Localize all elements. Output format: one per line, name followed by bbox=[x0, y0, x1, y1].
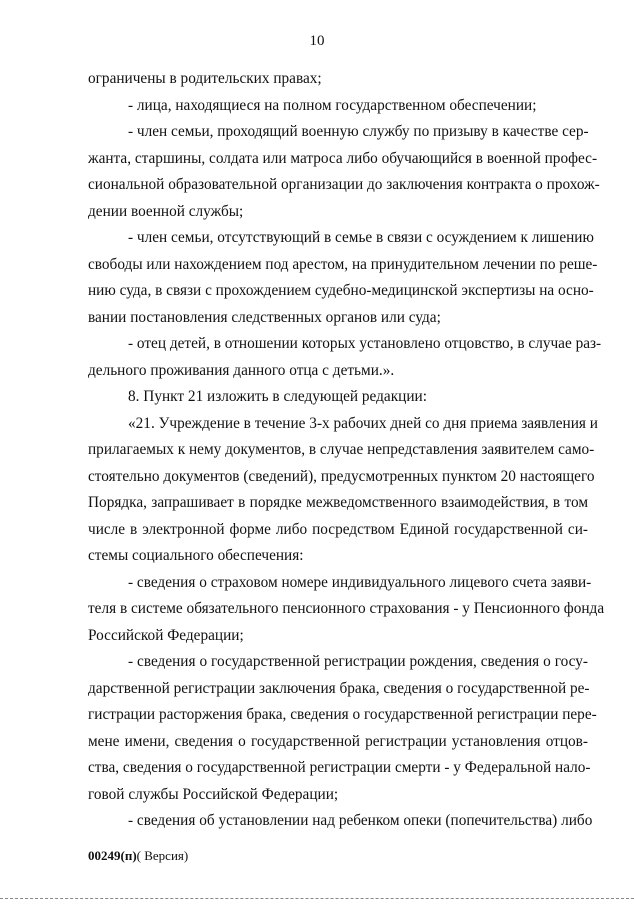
text-line: - член семьи, проходящий военную службу по призыву в качестве сер- bbox=[128, 123, 589, 140]
text-line: - член семьи, отсутствующий в семье в связи с осуждением к лишению bbox=[128, 229, 594, 246]
text-line: нию суда, в связи с прохождением судебно-медицинской экспертизы на осно- bbox=[88, 282, 594, 299]
text-line: дарственной регистрации заключения брака, сведения о государственной ре- bbox=[88, 679, 590, 697]
text-line: дении военной службы; bbox=[88, 202, 244, 220]
text-line: жанта, старшины, солдата или матроса либо обучающийся в военной профес- bbox=[88, 149, 598, 167]
bottom-divider bbox=[0, 898, 634, 899]
text-line: стоятельно документов (сведений), предусмотренных пунктом 20 настоящего bbox=[88, 467, 595, 485]
text-line: вании постановления следственных органов или суда; bbox=[88, 308, 441, 326]
text-line: мене имени, сведения о государственной регистрации установления отцов- bbox=[88, 732, 588, 750]
document-version: ( Версия) bbox=[136, 848, 189, 863]
text-line: - отец детей, в отношении которых установлено отцовство, в случае раз- bbox=[128, 335, 602, 352]
text-line: дельного проживания данного отца с детьми.». bbox=[88, 361, 395, 379]
text-line: стемы социального обеспечения: bbox=[88, 547, 304, 564]
text-line: говой службы Российской Федерации; bbox=[88, 785, 339, 803]
text-line: числе в электронной форме либо посредством Единой государственной си- bbox=[88, 520, 588, 538]
text-line: сиональной образовательной организации до заключения контракта о прохож- bbox=[88, 176, 600, 193]
text-line: теля в системе обязательного пенсионного страхования - у Пенсионного фонда bbox=[88, 600, 605, 617]
text-line: «21. Учреждение в течение 3-х рабочих дней со дня приема заявления и bbox=[128, 414, 598, 432]
text-line: гистрации расторжения брака, сведения о государственной регистрации пере- bbox=[88, 706, 597, 723]
text-line: - сведения о государственной регистрации рождения, сведения о госу- bbox=[128, 653, 588, 670]
text-line: свободы или нахождением под арестом, на принудительном лечении по реше- bbox=[88, 255, 598, 273]
text-line: прилагаемых к нему документов, в случае непредставления заявителем само- bbox=[88, 441, 595, 458]
document-code: 00249(п) bbox=[88, 848, 137, 863]
document-footer bbox=[88, 848, 188, 864]
text-line: Российской Федерации; bbox=[88, 626, 244, 644]
text-line: ограничены в родительских правах; bbox=[88, 70, 322, 87]
text-line: - сведения об установлении над ребенком опеки (попечительства) либо bbox=[128, 812, 593, 829]
text-line: - сведения о страховом номере индивидуального лицевого счета заяви- bbox=[128, 573, 592, 591]
page-number: 10 bbox=[309, 33, 325, 49]
text-line: - лица, находящиеся на полном государственном обеспечении; bbox=[128, 96, 537, 114]
document-body bbox=[88, 66, 605, 835]
text-line: 8. Пункт 21 изложить в следующей редакции: bbox=[128, 388, 427, 405]
text-line: ства, сведения о государственной регистрации смерти - у Федеральной нало- bbox=[88, 759, 591, 776]
text-line: Порядка, запрашивает в порядке межведомственного взаимодействия, в том bbox=[88, 494, 588, 511]
